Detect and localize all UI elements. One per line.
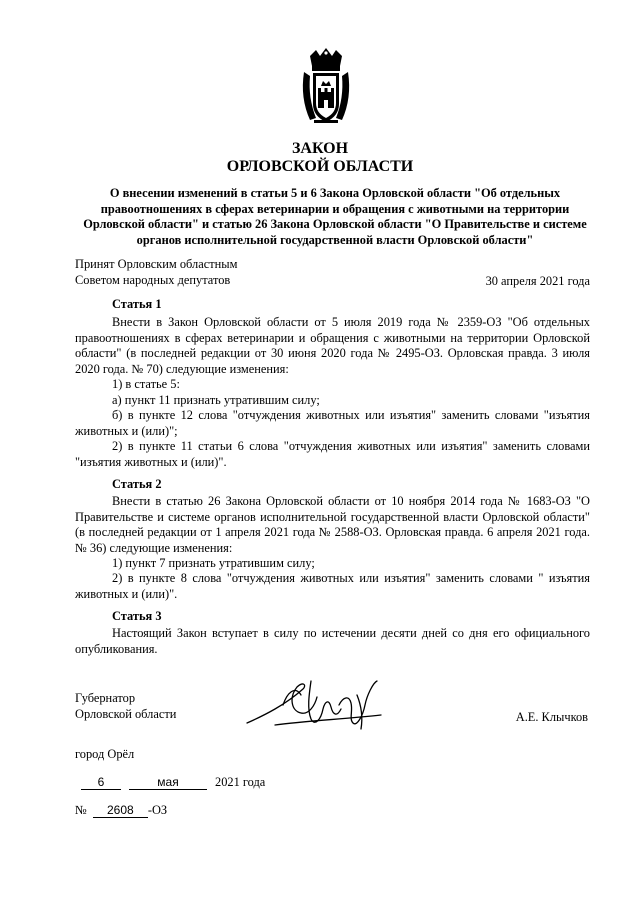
document-subject: О внесении изменений в статьи 5 и 6 Закона Орловской области "Об отдельных правоотношениях в сферах ветеринарии и обращения с животными на территории Орловской области" и статью 26 Закона Орловской области "О Правительстве и системе органов исполнительной государственной власти Орловской области" — [83, 186, 587, 247]
article-1-item-1: 1) в статье 5: — [112, 377, 180, 391]
number-prefix: № — [75, 803, 87, 817]
article-2-intro: Внести в статью 26 Закона Орловской области от 10 ноября 2014 года № 1683-ОЗ "О Правительстве и системе органов исполнительной государственной власти Орловской области" (в последней редакции от 1 апреля 2021 года № 2588-ОЗ. Орловская правда. 6 апреля 2021 года. № 36) следующие изменения: — [75, 494, 590, 555]
article-1-item-1b: б) в пункте 12 слова "отчуждения животных или изъятия" заменить словами "изъятия животных и (или)"; — [75, 408, 590, 438]
document-title: ЗАКОН — [291, 140, 349, 157]
date-day: 6 — [81, 775, 121, 790]
adopted-date: 30 апреля 2021 года — [485, 274, 590, 288]
coat-of-arms-icon — [300, 48, 352, 126]
signatory-position — [75, 690, 176, 722]
article-3-heading: Статья 3 — [112, 609, 162, 623]
adopted-line-2: Советом народных депутатов — [75, 273, 231, 287]
article-2-item-1: 1) пункт 7 признать утратившим силу; — [112, 556, 315, 570]
article-3-text: Настоящий Закон вступает в силу по истечении десяти дней со дня его официального опубликования. — [75, 626, 590, 656]
signatory-name: А.Е. Клычков — [515, 710, 588, 724]
adopted-by — [75, 256, 237, 288]
signatory-position-line-2: Орловской области — [75, 707, 177, 721]
law-number — [75, 803, 167, 818]
article-2-item-2: 2) в пункте 8 слова "отчуждения животных или изъятия" заменить словами " изъятия животных и (или)". — [75, 571, 590, 601]
article-2-heading: Статья 2 — [112, 477, 162, 491]
article-1-heading: Статья 1 — [112, 297, 162, 311]
handwritten-signature — [245, 675, 385, 735]
adopted-line-1: Принят Орловским областным — [75, 257, 238, 271]
date-month: мая — [129, 775, 207, 790]
signing-date — [75, 775, 265, 790]
city: город Орёл — [75, 747, 135, 761]
number-suffix: -ОЗ — [147, 803, 168, 817]
document-region: ОРЛОВСКОЙ ОБЛАСТИ — [226, 158, 414, 175]
article-1-item-2: 2) в пункте 11 статьи 6 слова "отчуждения животных или изъятия" заменить словами "изъятия животных и (или)". — [75, 439, 590, 469]
date-year: 2021 года — [215, 775, 266, 789]
article-1-intro: Внести в Закон Орловской области от 5 июля 2019 года № 2359-ОЗ "Об отдельных правоотношениях в сферах ветеринарии и обращения с животными на территории Орловской области" (в последней редакции от 30 июня 2020 года № 2495-ОЗ. Орловская правда. 3 июля 2020 года. № 70) следующие изменения: — [75, 315, 590, 376]
signatory-position-line-1: Губернатор — [75, 691, 136, 705]
number-value: 2608 — [93, 803, 148, 818]
article-1-item-1a: а) пункт 11 признать утратившим силу; — [112, 393, 320, 407]
